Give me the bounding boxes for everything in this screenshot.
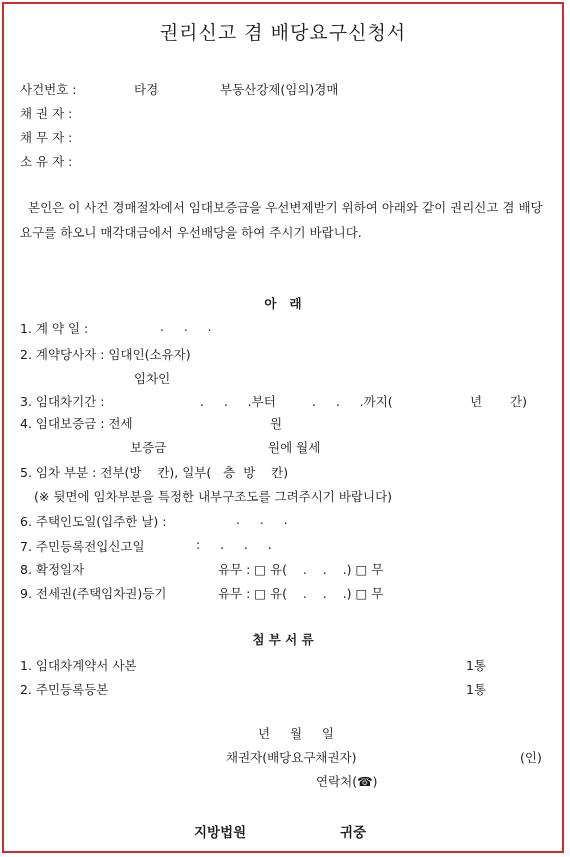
item-1-label: 1. 계 약 일 : — [20, 321, 89, 336]
court-name: 지방법원 — [194, 825, 247, 841]
signature-date: 년 월 일 — [258, 726, 334, 741]
item-8-value: 유무 : □ 유( . . .) □ 무 — [218, 562, 384, 577]
item-3-to: . . .까지( — [312, 394, 393, 409]
item-3-label: 3. 임대차기간 : — [20, 394, 105, 409]
item-2-label: 2. 계약당사자 : 임대인(소유자) — [20, 347, 191, 362]
item-1-dots: . . . — [160, 319, 212, 334]
item-3-end: 간) — [510, 394, 527, 409]
signature-seal: (인) — [520, 750, 542, 765]
item-6-label: 6. 주택인도일(입주한 날) : — [20, 514, 167, 529]
owner-label: 소 유 자 : — [20, 154, 73, 169]
debtor-label: 채 무 자 : — [20, 130, 73, 145]
case-type: 부동산강제(임의)경매 — [220, 82, 339, 97]
section-heading: 아 래 — [264, 296, 302, 311]
signature-name-label: 채권자(배당요구채권자) — [226, 750, 357, 765]
item-3-years: 년 — [470, 394, 483, 409]
item-9-value: 유무 : □ 유( . . .) □ 무 — [218, 586, 384, 601]
attachment-1-count: 1통 — [466, 658, 487, 673]
addressee: 귀중 — [340, 825, 367, 841]
item-7-dots: : . . . — [196, 537, 272, 552]
attachment-2-count: 1통 — [466, 682, 487, 697]
item-8-label: 8. 확정일자 — [20, 562, 85, 577]
signature-contact: 연락처(☎) — [316, 774, 378, 789]
case-number-label: 사건번호 : — [20, 82, 77, 97]
item-4-won: 원 — [270, 416, 283, 431]
item-5-label: 5. 임차 부분 : 전부(방 칸), 일부( 층 방 칸) — [20, 465, 289, 480]
item-4-monthly: 원에 월세 — [268, 440, 321, 455]
creditor-label: 채 권 자 : — [20, 106, 73, 121]
attachments-heading: 첨 부 서 류 — [252, 632, 314, 647]
attachment-1-label: 1. 임대차계약서 사본 — [20, 658, 137, 673]
item-3-from: . . .부터 — [200, 394, 276, 409]
attachment-2-label: 2. 주민등록등본 — [20, 682, 109, 697]
item-6-dots: . . . — [236, 512, 288, 527]
item-4-deposit: 보증금 — [130, 440, 167, 455]
item-7-label: 7. 주민등록전입신고일 — [20, 539, 145, 554]
item-5-note: (※ 뒷면에 임차부분을 특정한 내부구조도를 그려주시기 바랍니다) — [34, 489, 393, 504]
item-2-sub: 임차인 — [134, 371, 171, 386]
document-title: 권리신고 겸 배당요구신청서 — [159, 22, 407, 44]
body-paragraph: 본인은 이 사건 경매절차에서 임대보증금을 우선변제받기 위하여 아래와 같이 권리신고 겸 배당요구를 하오니 매각대금에서 우선배당을 하여 주시기 바랍니다. — [20, 200, 543, 240]
item-9-label: 9. 전세권(주택임차권)등기 — [20, 586, 167, 601]
item-4-label: 4. 임대보증금 : 전세 — [20, 416, 133, 431]
case-number-prefix: 타경 — [134, 82, 159, 97]
